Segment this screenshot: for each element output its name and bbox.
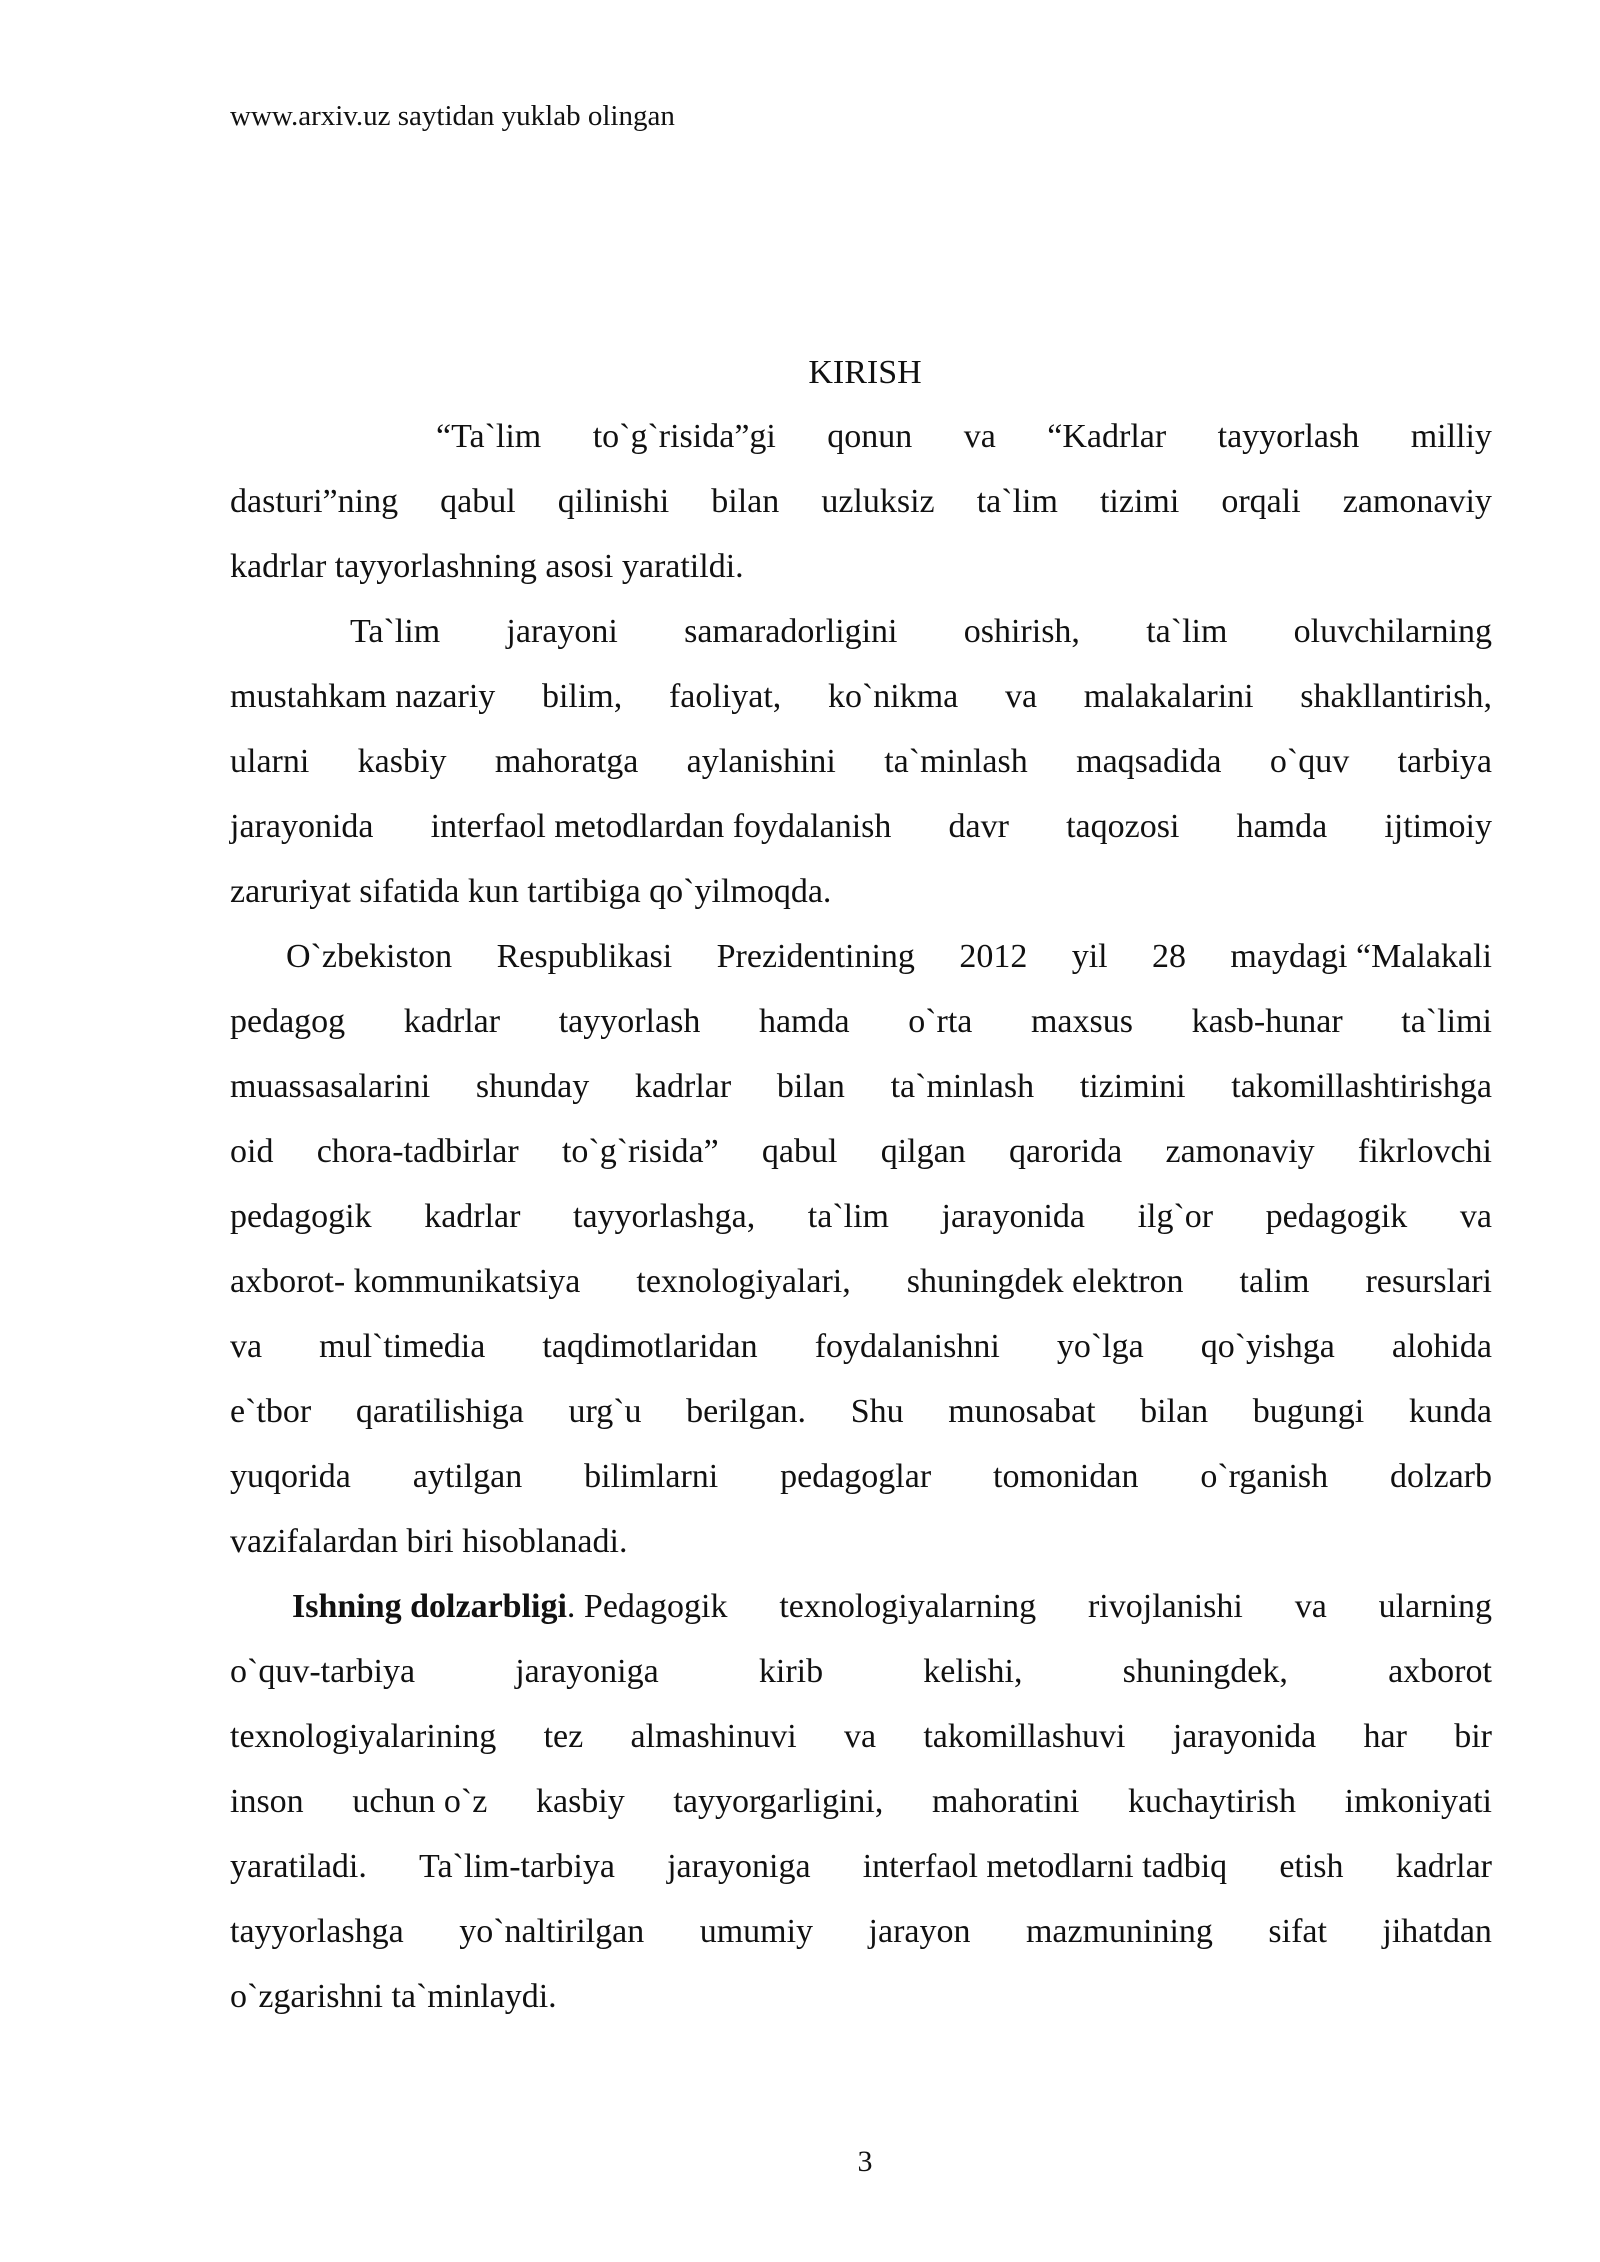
text-line: e`tbor qaratilishiga urg`u berilgan. Shu munosabat bilan bugungi kunda (230, 1393, 1492, 1430)
text-line: o`zgarishni ta`minlaydi. (230, 1978, 557, 2015)
text-line: o`quv-tarbiya jarayoniga kirib kelishi, shuningdek, axborot (230, 1653, 1492, 1690)
text-line: zaruriyat sifatida kun tartibiga qo`yilmoqda. (230, 873, 832, 910)
text-line: yuqorida aytilgan bilimlarni pedagoglar tomonidan o`rganish dolzarb (230, 1458, 1492, 1495)
text-line: Ta`lim jarayoni samaradorligini oshirish, ta`lim oluvchilarning (350, 613, 1492, 650)
text-line: yaratiladi. Ta`lim-tarbiya jarayoniga interfaol metodlarni tadbiq etish kadrlar (230, 1848, 1492, 1885)
text-line: Ishning dolzarbligi. Pedagogik texnologiyalarning rivojlanishi va ularning (292, 1588, 1492, 1625)
text-line: “Ta`lim to`g`risida”gi qonun va “Kadrlar tayyorlash milliy (436, 418, 1492, 455)
section-lead: Ishning dolzarbligi (292, 1588, 567, 1625)
text-line: ularni kasbiy mahoratga aylanishini ta`minlash maqsadida o`quv tarbiya (230, 743, 1492, 780)
text-line: O`zbekiston Respublikasi Prezidentining 2012 yil 28 maydagi “Malakali (286, 938, 1492, 975)
text-line: oid chora-tadbirlar to`g`risida” qabul qilgan qarorida zamonaviy fikrlovchi (230, 1133, 1492, 1170)
text-line: pedagog kadrlar tayyorlash hamda o`rta maxsus kasb-hunar ta`limi (230, 1003, 1492, 1040)
text-line: dasturi”ning qabul qilinishi bilan uzluksiz ta`lim tizimi orqali zamonaviy (230, 483, 1492, 520)
text-line: axborot- kommunikatsiya texnologiyalari, shuningdek elektron talim resurslari (230, 1263, 1492, 1300)
page-number: 3 (857, 2145, 873, 2178)
text-line: va mul`timedia taqdimotlaridan foydalanishni yo`lga qo`yishga alohida (230, 1328, 1492, 1365)
text-line: vazifalardan biri hisoblanadi. (230, 1523, 628, 1560)
text-line: texnologiyalarining tez almashinuvi va takomillashuvi jarayonida har bir (230, 1718, 1492, 1755)
text-line: tayyorlashga yo`naltirilgan umumiy jarayon mazmunining sifat jihatdan (230, 1913, 1492, 1950)
source-note: www.arxiv.uz saytidan yuklab olingan (230, 100, 675, 132)
text-line: muassasalarini shunday kadrlar bilan ta`minlash tizimini takomillashtirishga (230, 1068, 1492, 1105)
text-line: kadrlar tayyorlashning asosi yaratildi. (230, 548, 744, 585)
text-line: inson uchun o`z kasbiy tayyorgarligini, mahoratini kuchaytirish imkoniyati (230, 1783, 1492, 1820)
text-line: pedagogik kadrlar tayyorlashga, ta`lim jarayonida ilg`or pedagogik va (230, 1198, 1492, 1235)
text-line: jarayonida interfaol metodlardan foydalanish davr taqozosi hamda ijtimoiy (230, 808, 1492, 845)
text-line: mustahkam nazariy bilim, faoliyat, ko`nikma va malakalarini shakllantirish, (230, 678, 1492, 715)
section-title: KIRISH (808, 354, 922, 391)
